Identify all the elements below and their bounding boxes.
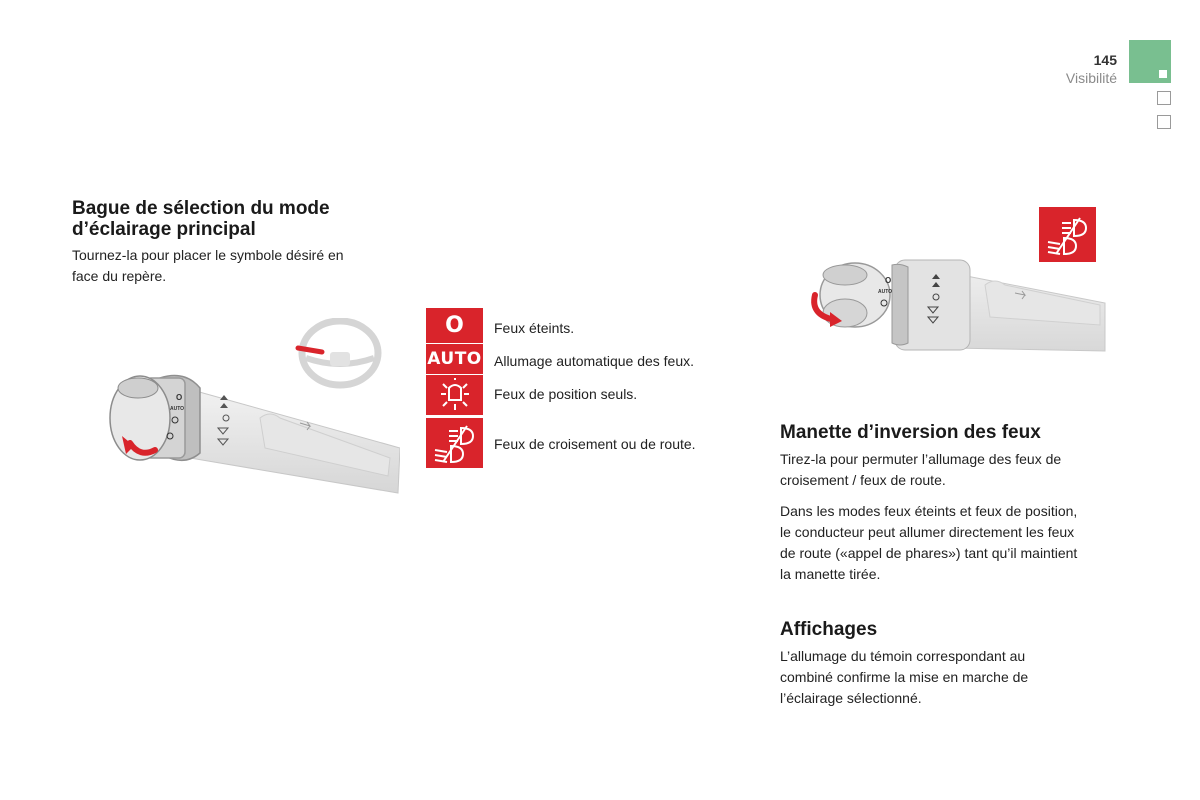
auto-symbol-icon (426, 344, 483, 374)
legend-text-auto: Allumage automatique des feux. (494, 353, 695, 369)
para-line: croisement / feux de route. (780, 472, 946, 488)
stalk-o-label: O (885, 276, 892, 285)
steering-wheel-icon (298, 321, 378, 385)
beam-stalk-illustration (800, 255, 1110, 355)
dipped-main-beam-icon (426, 418, 483, 468)
chapter-nav-box (1157, 115, 1171, 129)
lighting-ring-heading (72, 198, 330, 240)
lighting-stalk-illustration (100, 318, 400, 498)
sidelights-icon (426, 375, 483, 415)
page-number: 145 (1093, 52, 1117, 68)
stalk-auto-label: AUTO (170, 406, 185, 412)
beam-switch-heading: Manette d’inversion des feux (780, 422, 1041, 443)
beam-switch-para2 (780, 501, 1077, 585)
auto-symbol-label: AUTO (427, 349, 482, 369)
intro-line: face du repère. (72, 268, 167, 284)
displays-para (780, 646, 1028, 709)
para-line: l’éclairage sélectionné. (780, 690, 922, 706)
stalk-auto-label: AUTO (878, 289, 893, 295)
para-line: la manette tirée. (780, 566, 881, 582)
off-symbol-icon (426, 308, 483, 343)
para-line: le conducteur peut allumer directement les feux (780, 524, 1075, 540)
intro-line: Tournez-la pour placer le symbole désiré en (72, 247, 344, 263)
para-line: Tirez-la pour permuter l’allumage des feux de (780, 451, 1062, 467)
heading-line: d’éclairage principal (72, 219, 256, 240)
legend-text-beams: Feux de croisement ou de route. (494, 436, 696, 452)
chapter-nav-box (1157, 91, 1171, 105)
legend-text-sidelights: Feux de position seuls. (494, 386, 638, 402)
stalk-o-label: O (176, 393, 183, 402)
beam-switch-icon (1039, 207, 1096, 262)
heading-line: Bague de sélection du mode (72, 198, 330, 219)
lighting-ring-intro (72, 245, 344, 287)
displays-heading: Affichages (780, 619, 878, 640)
para-line: Dans les modes feux éteints et feux de position, (780, 503, 1078, 519)
chapter-tab-marker (1159, 70, 1167, 78)
para-line: de route («appel de phares») tant qu’il maintient (780, 545, 1078, 561)
off-symbol-label: O (445, 313, 464, 338)
beam-switch-para1 (780, 449, 1061, 491)
para-line: combiné confirme la mise en marche de (780, 669, 1029, 685)
legend-text-off: Feux éteints. (494, 320, 575, 336)
para-line: L’allumage du témoin correspondant au (780, 648, 1026, 664)
section-title: Visibilité (1065, 70, 1117, 86)
